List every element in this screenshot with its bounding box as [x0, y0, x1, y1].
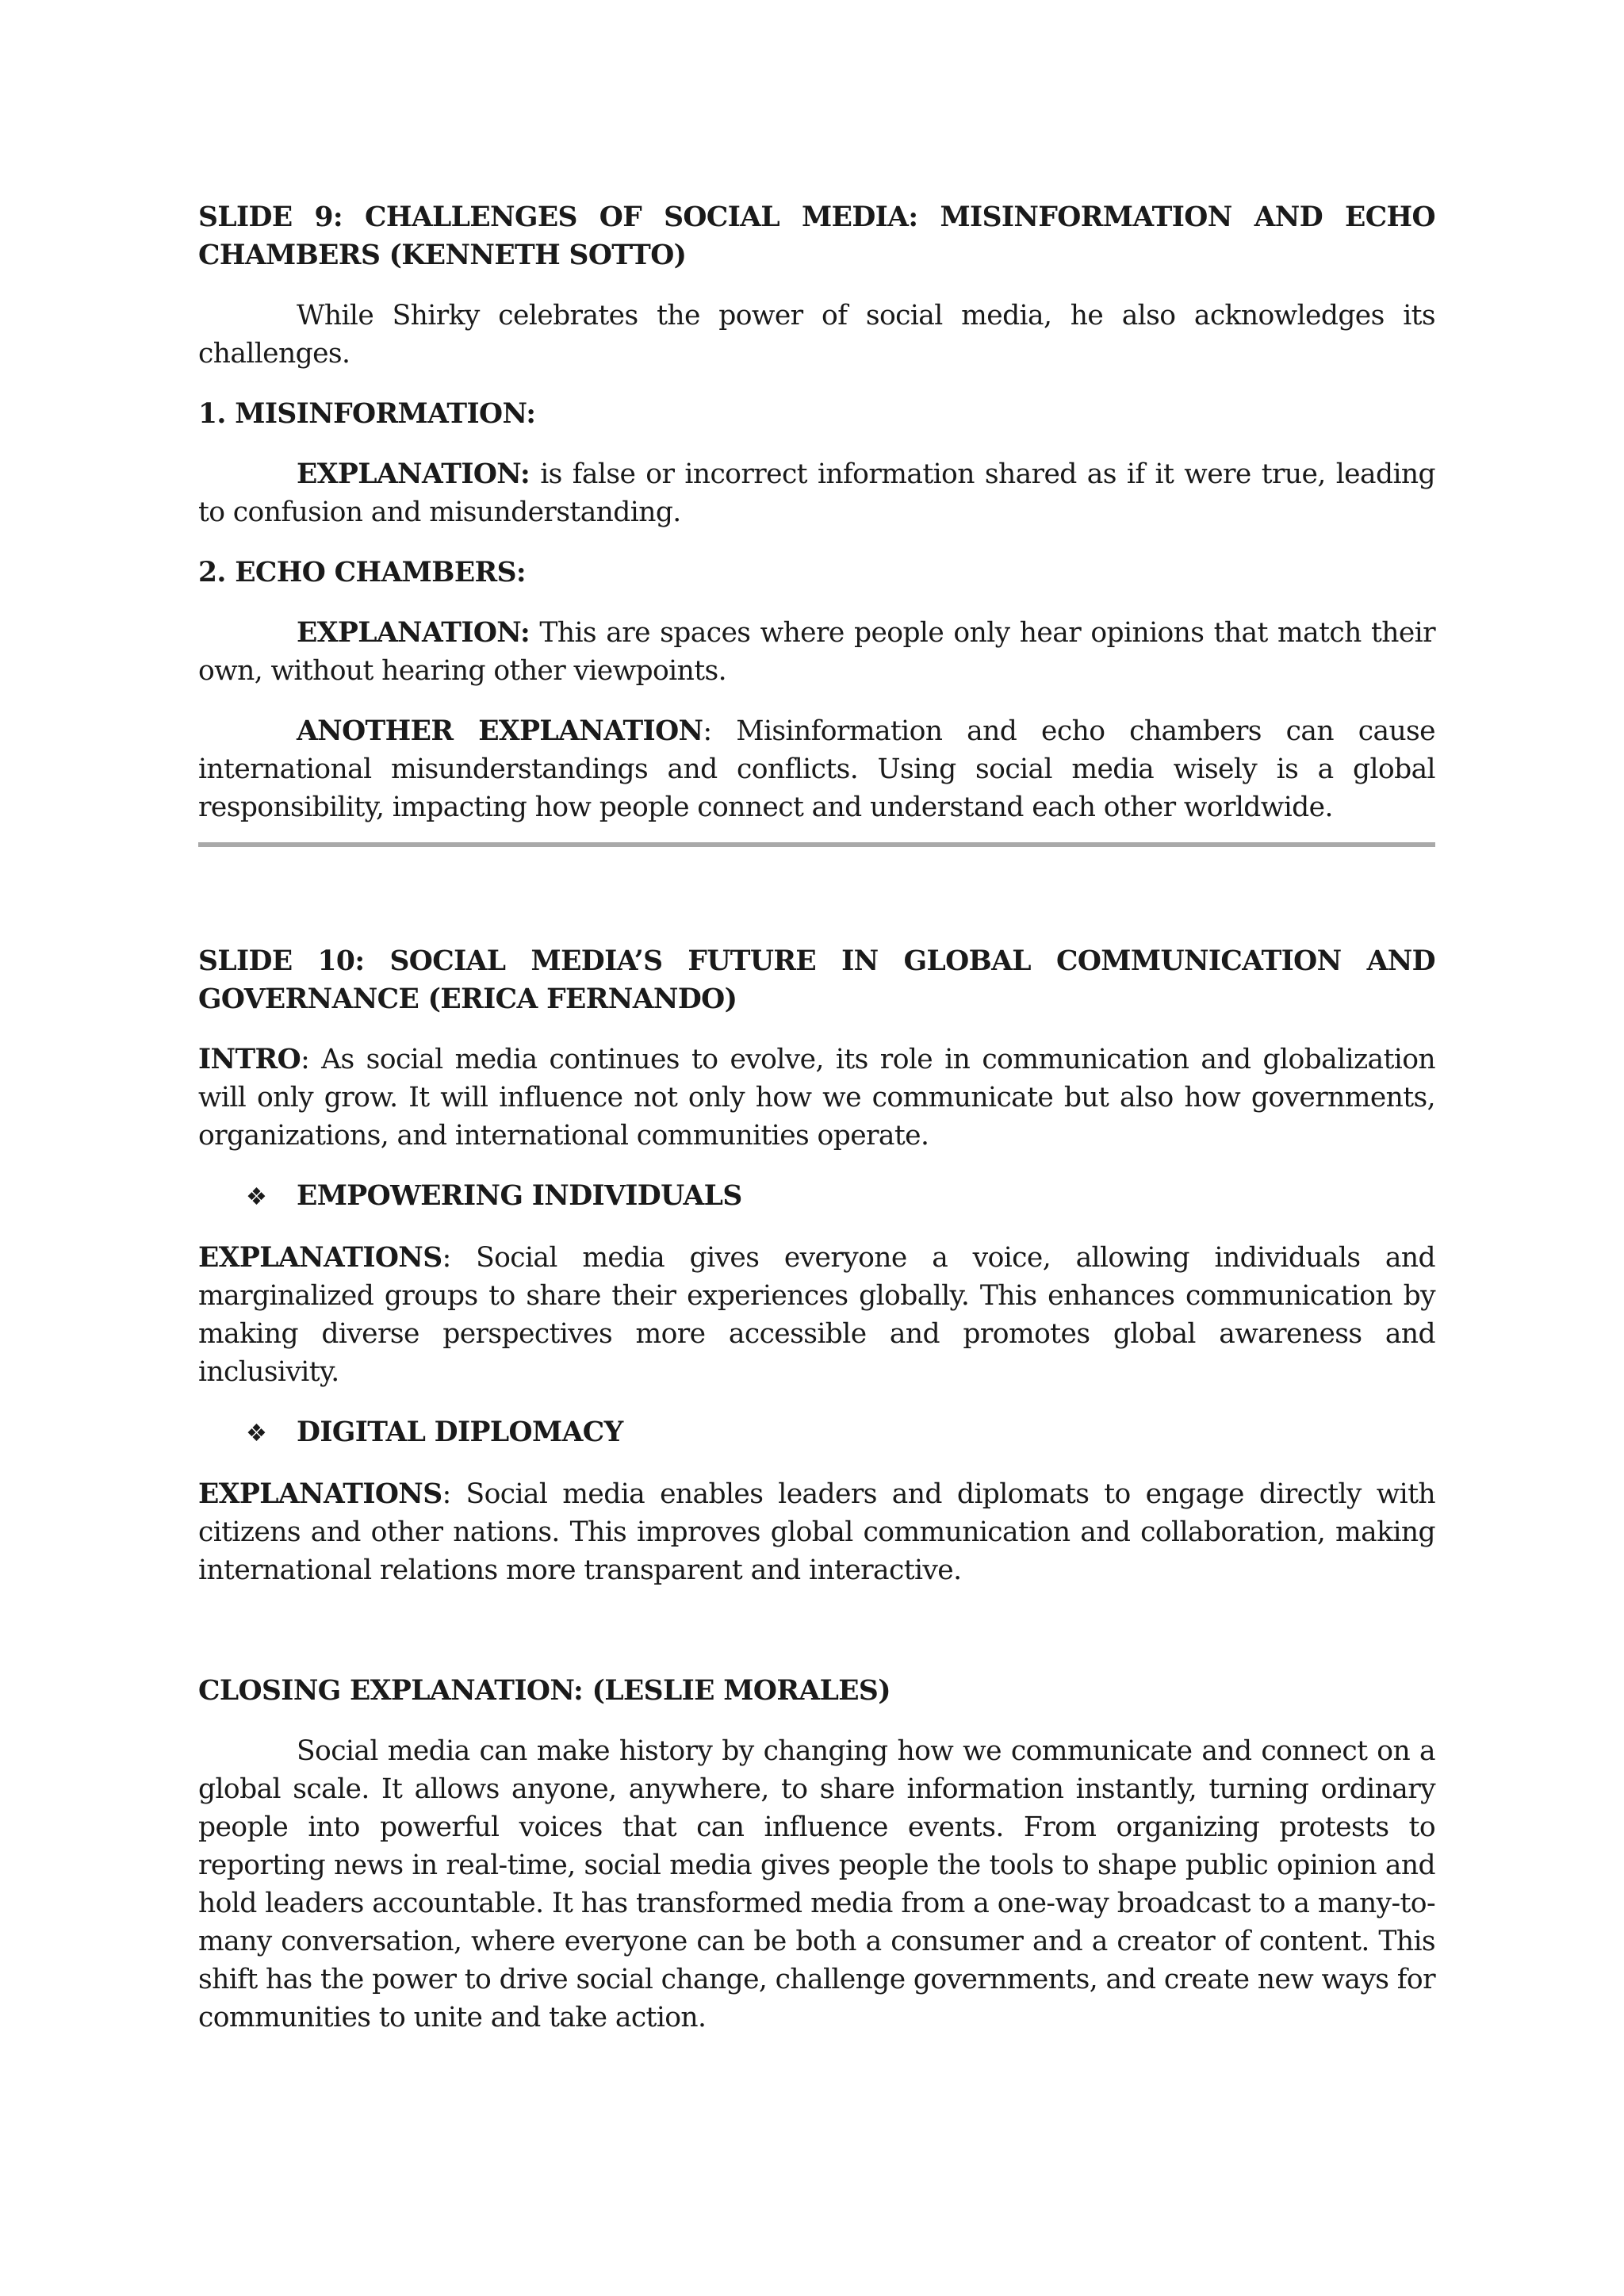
empowering-individuals-explanation	[198, 1239, 1435, 1391]
explanation-label: EXPLANATION:	[297, 458, 530, 490]
slide-9-heading: SLIDE 9: CHALLENGES OF SOCIAL MEDIA: MISINFORMATION AND ECHO CHAMBERS (KENNETH SOTTO)	[198, 201, 1435, 271]
bullet-label: EMPOWERING INDIVIDUALS	[297, 1180, 742, 1212]
echo-chambers-explanation	[198, 614, 1435, 690]
closing-heading: CLOSING EXPLANATION: (LESLIE MORALES)	[198, 1675, 891, 1707]
misinformation-explanation	[198, 455, 1435, 531]
echo-chambers-title: 2. ECHO CHAMBERS:	[198, 557, 527, 588]
bullet-empowering-individuals	[198, 1177, 1435, 1217]
intro-label: INTRO	[198, 1044, 301, 1075]
slide-10-intro	[198, 1041, 1435, 1155]
diamond-bullet-icon: ❖	[246, 1420, 267, 1447]
explanations-text: : Social media enables leaders and diplomats to engage directly with citizens and other nations. This improves global communication and collaboration, making international relations more transparent and interactive.	[198, 1478, 1435, 1586]
document-page	[198, 198, 1435, 2059]
slide-9-intro: While Shirky celebrates the power of social media, he also acknowledges its challenges.	[198, 300, 1435, 370]
diamond-bullet-icon: ❖	[246, 1183, 267, 1211]
bullet-digital-diplomacy	[198, 1413, 1435, 1453]
bullet-label: DIGITAL DIPLOMACY	[297, 1416, 623, 1448]
another-explanation	[198, 712, 1435, 826]
another-explanation-text: : Misinformation and echo chambers can cause international misunderstandings and conflicts. Using social media wisely is a global responsibility, impacting how people connect and understand each other worldwide.	[198, 715, 1435, 823]
misinformation-title: 1. MISINFORMATION:	[198, 398, 536, 430]
explanations-text: : Social media gives everyone a voice, allowing individuals and marginalized groups to share their experiences globally. This enhances communication by making diverse perspectives more accessible and promotes global awareness and inclusivity.	[198, 1242, 1435, 1388]
intro-text: : As social media continues to evolve, its role in communication and globalization will only grow. It will influence not only how we communicate but also how governments, organizations, and international communities operate.	[198, 1044, 1435, 1152]
explanation-text: This are spaces where people only hear opinions that match their own, without hearing other viewpoints.	[198, 617, 1435, 687]
closing-paragraph: Social media can make history by changing how we communicate and connect on a global scale. It allows anyone, anywhere, to share information instantly, turning ordinary people into powerful voices that can influence events. From organizing protests to reporting news in real-time, social media gives people the tools to shape public opinion and hold leaders accountable. It has transformed media from a one-way broadcast to a many-to-many conversation, where everyone can be both a consumer and a creator of content. This shift has the power to drive social change, challenge governments, and create new ways for communities to unite and take action.	[198, 1735, 1435, 2033]
explanation-label: EXPLANATION:	[297, 617, 530, 649]
slide-10-heading: SLIDE 10: SOCIAL MEDIA’S FUTURE IN GLOBAL COMMUNICATION AND GOVERNANCE (ERICA FERNANDO)	[198, 945, 1435, 1015]
explanations-label: EXPLANATIONS	[198, 1478, 442, 1510]
another-explanation-label: ANOTHER EXPLANATION	[297, 715, 703, 747]
explanation-text: is false or incorrect information shared as if it were true, leading to confusion and misunderstanding.	[198, 458, 1435, 528]
digital-diplomacy-explanation	[198, 1475, 1435, 1589]
explanations-label: EXPLANATIONS	[198, 1242, 442, 1274]
